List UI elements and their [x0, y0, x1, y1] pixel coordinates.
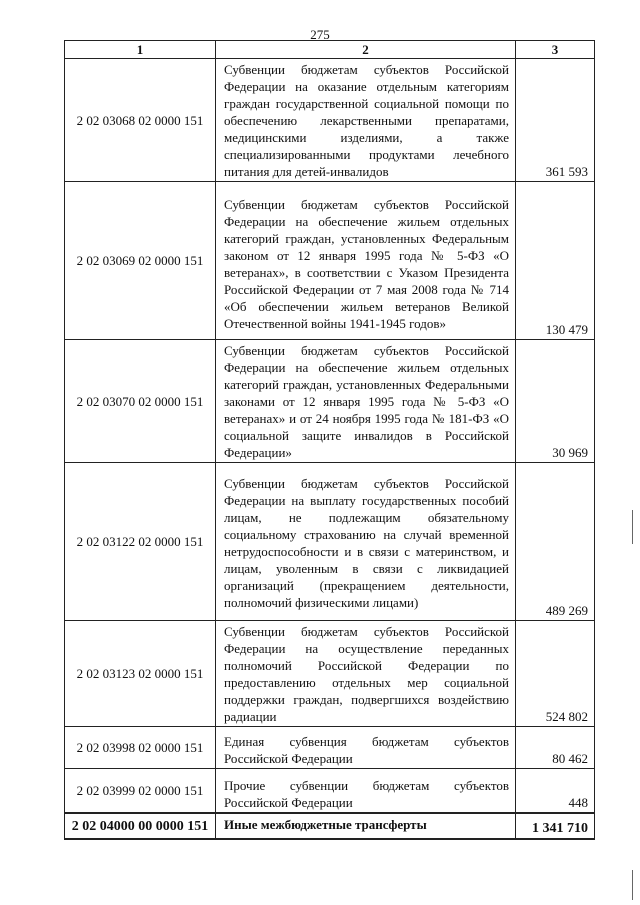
row-code: 2 02 03068 02 0000 151: [65, 59, 216, 182]
budget-table: [64, 40, 595, 840]
row-description: [216, 727, 516, 769]
table-row: [65, 340, 595, 463]
row-code: 2 02 03070 02 0000 151: [65, 340, 216, 463]
row-amount: 130 479: [516, 182, 595, 340]
column-header-1: 1: [65, 41, 216, 59]
row-code: 2 02 03069 02 0000 151: [65, 182, 216, 340]
row-description-text: Субвенции бюджетам субъектов Российской Федерации на осуществление переданных полномочий Российской Федерации по предоставлению отдельных мер социальной поддержки граждан, подвергшихся воздействию радиации: [224, 624, 509, 724]
row-amount: 30 969: [516, 340, 595, 463]
row-description: [216, 340, 516, 463]
column-header-3: 3: [516, 41, 595, 59]
table-row: [65, 59, 595, 182]
total-row: [65, 813, 595, 839]
scan-edge-mark: [632, 870, 633, 900]
scan-edge-mark: [632, 510, 633, 544]
row-code: 2 02 03998 02 0000 151: [65, 727, 216, 769]
row-description: [216, 463, 516, 621]
column-header-2: 2: [216, 41, 516, 59]
row-description-text: Прочие субвенции бюджетам субъектов Российской Федерации: [224, 778, 509, 810]
row-description: [216, 182, 516, 340]
table-row: [65, 463, 595, 621]
row-amount: 524 802: [516, 621, 595, 727]
row-description-text: Единая субвенция бюджетам субъектов Российской Федерации: [224, 734, 509, 766]
row-description-text: Субвенции бюджетам субъектов Российской Федерации на оказание отдельным категориям граждан государственной социальной помощи по обеспечению лекарственными препаратами, медицинскими изделиями, а также специализированными продуктами лечебного питания для детей-инвалидов: [224, 62, 509, 179]
row-description-text: Субвенции бюджетам субъектов Российской Федерации на обеспечение жильем отдельных категорий граждан, установленных Федеральными законами от 12 января 1995 года № 5-ФЗ «О ветеранах» и от 24 ноября 1995 года № 181-ФЗ «О социальной защите инвалидов в Российской Федерации»: [224, 343, 509, 460]
row-amount: 489 269: [516, 463, 595, 621]
row-amount: 80 462: [516, 727, 595, 769]
table-header-row: [65, 41, 595, 59]
table-row: [65, 727, 595, 769]
table-row: [65, 182, 595, 340]
total-code: 2 02 04000 00 0000 151: [65, 813, 216, 839]
row-code: 2 02 03999 02 0000 151: [65, 769, 216, 814]
row-code: 2 02 03123 02 0000 151: [65, 621, 216, 727]
row-description: [216, 621, 516, 727]
table-row: [65, 769, 595, 814]
row-description: [216, 769, 516, 814]
row-code: 2 02 03122 02 0000 151: [65, 463, 216, 621]
table-row: [65, 621, 595, 727]
page-number: 275: [310, 27, 330, 42]
row-description-text: Субвенции бюджетам субъектов Российской Федерации на обеспечение жильем отдельных категорий граждан, установленных Федеральным законом от 12 января 1995 года № 5-ФЗ «О ветеранах», в соответствии с Указом Президента Российской Федерации от 7 мая 2008 года № 714 «Об обеспечении жильем ветеранов Великой Отечественной войны 1941-1945 годов»: [224, 197, 509, 331]
row-amount: 448: [516, 769, 595, 814]
total-description-text: Иные межбюджетные трансферты: [224, 817, 427, 832]
total-amount: 1 341 710: [516, 813, 595, 839]
row-description: [216, 59, 516, 182]
total-description: [216, 813, 516, 839]
row-description-text: Субвенции бюджетам субъектов Российской Федерации на выплату государственных пособий лицам, не подлежащим обязательному социальному страхованию на случай временной нетрудоспособности и в связи с материнством, и лицам, уволенным в связи с ликвидацией организаций (прекращением деятельности, полномочий физическими лицами): [224, 476, 509, 610]
row-amount: 361 593: [516, 59, 595, 182]
